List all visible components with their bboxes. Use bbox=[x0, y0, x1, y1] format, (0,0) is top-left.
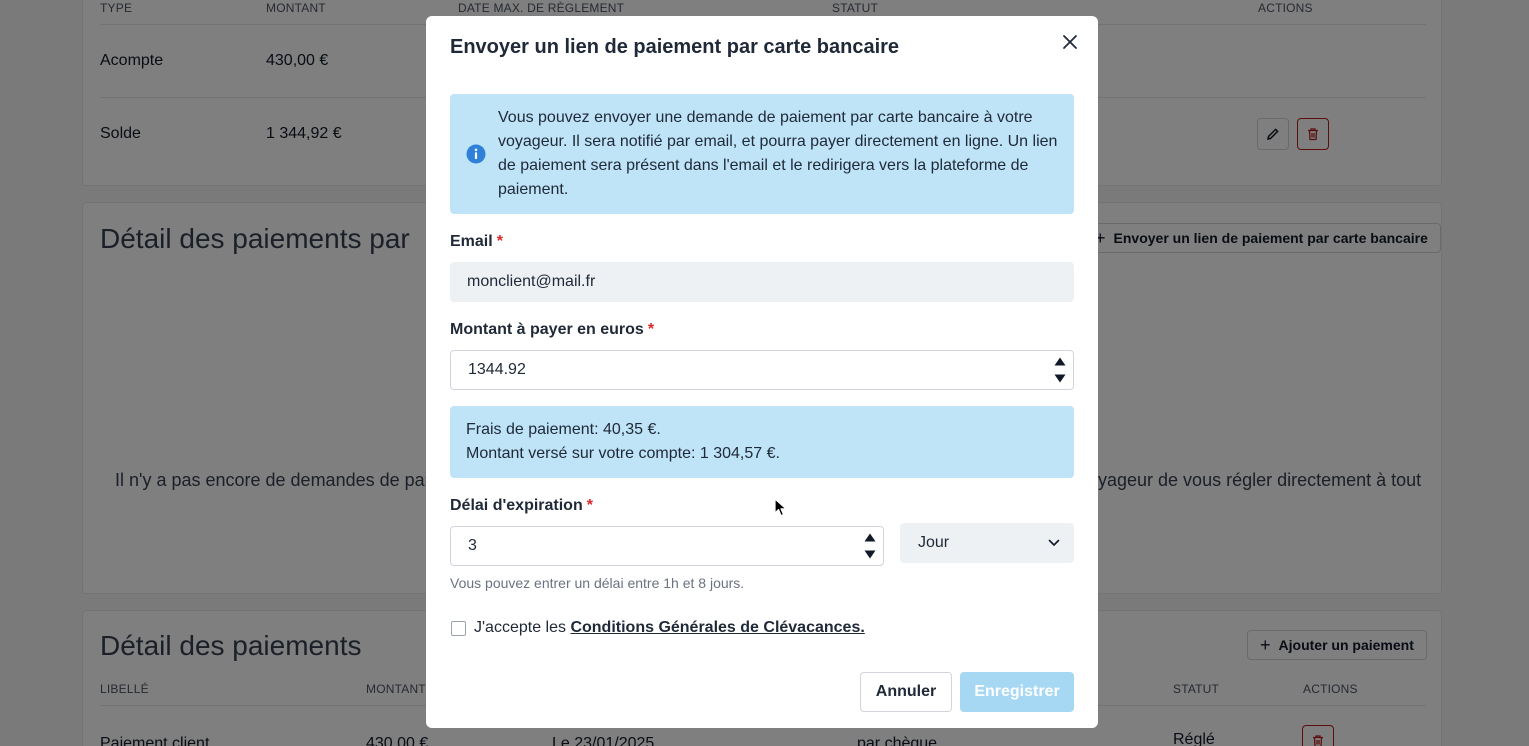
info-alert bbox=[450, 94, 1074, 214]
net-amount-line: Montant versé sur votre compte: 1 304,57 €. bbox=[466, 445, 780, 462]
expiration-hint: Vous pouvez entrer un délai entre 1h et 8 jours. bbox=[450, 575, 745, 591]
fees-alert bbox=[450, 406, 1074, 478]
terms-prefix: J'accepte les bbox=[474, 619, 566, 636]
arrow-down-icon[interactable] bbox=[1054, 370, 1066, 387]
terms-label bbox=[474, 619, 865, 637]
required-marker: * bbox=[496, 233, 503, 250]
amount-label bbox=[450, 321, 654, 339]
fees-line: Frais de paiement: 40,35 €. bbox=[466, 421, 661, 438]
expiration-field[interactable] bbox=[450, 526, 884, 566]
expiration-label-text: Délai d'expiration bbox=[450, 497, 583, 514]
selected-unit: Jour bbox=[918, 534, 950, 551]
arrow-up-icon[interactable] bbox=[864, 529, 876, 546]
expiration-value: 3 bbox=[468, 537, 477, 554]
amount-stepper[interactable] bbox=[1049, 353, 1071, 387]
close-button[interactable] bbox=[1058, 30, 1082, 54]
amount-value: 1344.92 bbox=[468, 361, 526, 378]
chevron-down-icon bbox=[1048, 539, 1060, 547]
terms-checkbox[interactable] bbox=[451, 621, 466, 636]
close-icon bbox=[1062, 34, 1078, 50]
terms-link[interactable]: Conditions Générales de Clévacances. bbox=[570, 619, 865, 636]
arrow-down-icon[interactable] bbox=[864, 546, 876, 563]
amount-field[interactable] bbox=[450, 350, 1074, 390]
required-marker: * bbox=[586, 497, 593, 514]
amount-label-text: Montant à payer en euros bbox=[450, 321, 644, 338]
required-marker: * bbox=[647, 321, 655, 338]
mouse-cursor-icon bbox=[774, 498, 788, 518]
email-label-text: Email bbox=[450, 233, 493, 250]
info-text: Vous pouvez envoyer une demande de paiement par carte bancaire à votre voyageur. Il sera notifié par email, et pourra payer directement en ligne. Un lien de paiement sera présent dans l'email et le redirigera vers la plateforme de paiement. bbox=[498, 109, 1058, 198]
expiration-unit-select[interactable] bbox=[900, 523, 1074, 563]
cancel-button[interactable]: Annuler bbox=[860, 672, 952, 712]
email-field[interactable] bbox=[450, 262, 1074, 302]
email-label bbox=[450, 233, 503, 251]
modal-title: Envoyer un lien de paiement par carte bancaire bbox=[450, 36, 900, 58]
expiration-stepper[interactable] bbox=[859, 529, 881, 563]
expiration-label bbox=[450, 497, 593, 515]
info-icon bbox=[466, 144, 486, 164]
email-value: monclient@mail.fr bbox=[467, 273, 596, 290]
arrow-up-icon[interactable] bbox=[1054, 353, 1066, 370]
save-button[interactable]: Enregistrer bbox=[960, 672, 1074, 712]
payment-link-modal bbox=[426, 16, 1098, 728]
